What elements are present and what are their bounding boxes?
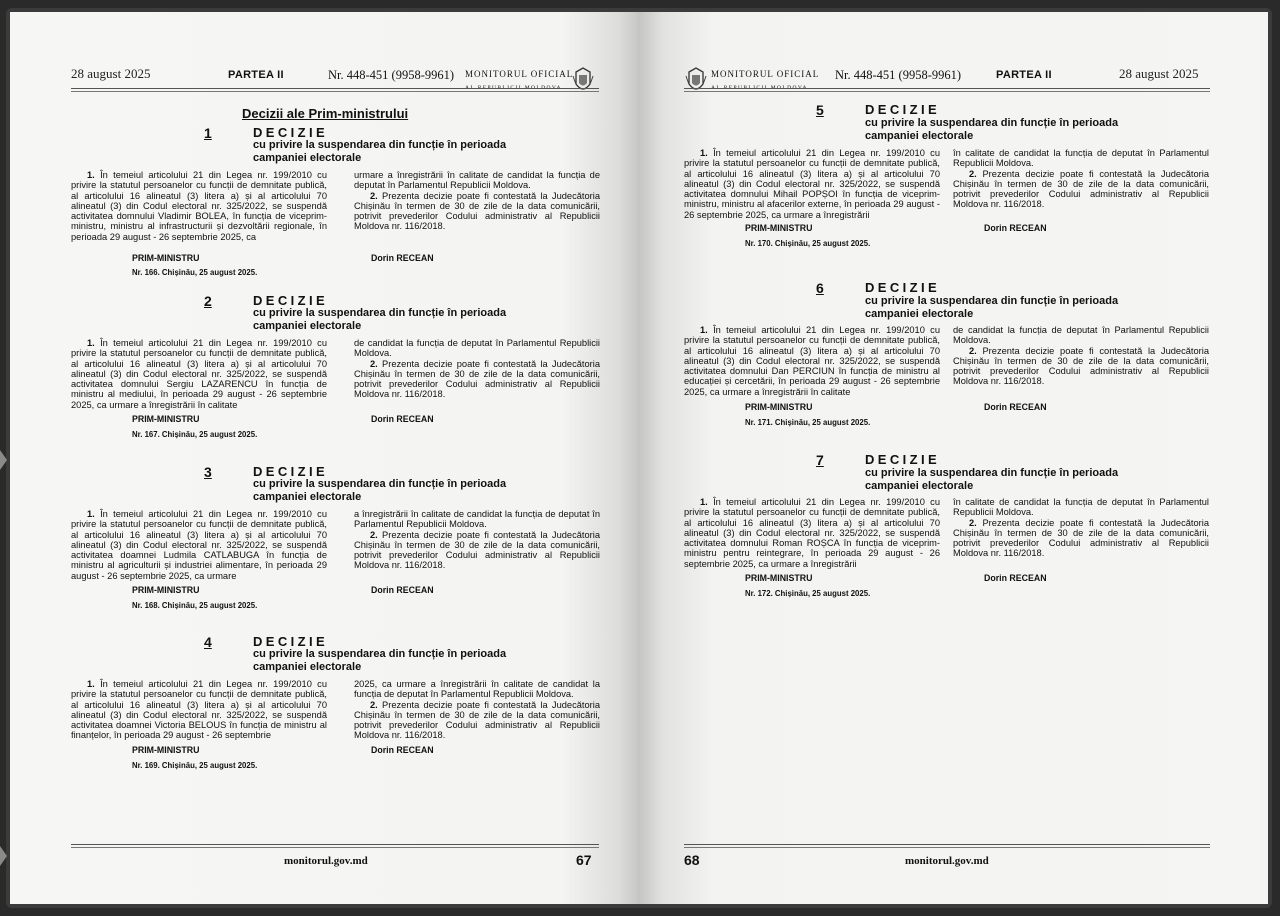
decision-subtitle-line: cu privire la suspendarea din funcție în perioada xyxy=(865,117,1119,129)
footer-rule xyxy=(684,844,1210,845)
signer-role: PRIM-MINISTRU xyxy=(745,223,813,233)
decision-subtitle-line: cu privire la suspendarea din funcție în perioada xyxy=(865,467,1119,479)
signer-role: PRIM-MINISTRU xyxy=(132,253,200,263)
signer-role: PRIM-MINISTRU xyxy=(132,585,200,595)
decision-number: 2 xyxy=(204,293,212,309)
decision-body-column-1 xyxy=(71,338,327,410)
article-text: În temeiul articolului 21 din Legea nr. 199/2010 cu privire la statutul persoanelor cu funcții de demnitate publică, al articolului 16 alineatul (3) litera a) și al articolului 70 alineatul (3) din Codul electoral nr. 325/2022, se suspendă activitatea domnului Dan PERCIUN în funcția de ministru al educației și cercetării, în perioada 29 august - 26 septembrie 2025, ca urmare a înregistrării în calitate xyxy=(684,325,940,397)
decision-number: 7 xyxy=(816,452,824,468)
article-text: În temeiul articolului 21 din Legea nr. 199/2010 cu privire la statutul persoanelor cu funcții de demnitate publică, al articolului 16 alineatul (3) litera a) și al articolului 70 alineatul (3) din Codul electoral nr. 325/2022, se suspendă activitatea domnului Vladimir BOLEA, în funcția de viceprim-ministru, ministru al infrastructurii și dezvoltării regionale, în perioada 29 august - 26 septembrie 2025, ca xyxy=(71,170,327,242)
decision-reference: Nr. 166. Chișinău, 25 august 2025. xyxy=(132,268,258,277)
decision-subtitle-line: cu privire la suspendarea din funcție în perioada xyxy=(253,307,507,319)
article-continuation: în calitate de candidat la funcția de deputat în Parlamentul Republicii Moldova. xyxy=(953,148,1209,169)
header-part: PARTEA II xyxy=(996,69,1052,81)
decision-subtitle xyxy=(253,648,506,673)
signer-name: Dorin RECEAN xyxy=(371,414,434,424)
header-date: 28 august 2025 xyxy=(71,66,151,81)
decision-number: 5 xyxy=(816,102,824,118)
article-number: 2. xyxy=(370,699,378,710)
decision-subtitle xyxy=(865,117,1118,142)
decision-body-column-1 xyxy=(684,325,940,397)
publication-subtitle: AL REPUBLICII MOLDOVA xyxy=(465,85,562,91)
scroll-arrow-icon[interactable] xyxy=(0,846,7,866)
header-issue: Nr. 448-451 (9958-9961) xyxy=(835,68,962,82)
signer-role: PRIM-MINISTRU xyxy=(132,745,200,755)
decision-number: 1 xyxy=(204,125,212,141)
footer-url: monitorul.gov.md xyxy=(284,855,368,867)
article-number: 2. xyxy=(969,345,977,356)
article-text: În temeiul articolului 21 din Legea nr. 199/2010 cu privire la statutul persoanelor cu funcții de demnitate publică, al articolului 16 alineatul (3) litera a) și al articolului 70 alineatul (3) din Codul electoral nr. 325/2022, se suspendă activitatea domnului Mihail POPȘOI în funcția de viceprim-ministru, ministru al afacerilor externe, în perioada 29 august - 26 septembrie 2025, ca urmare a înregistrării xyxy=(684,148,940,220)
decision-subtitle-line: campaniei electorale xyxy=(253,490,362,503)
decision-subtitle xyxy=(253,139,506,164)
right-page xyxy=(638,12,1268,904)
decision-subtitle xyxy=(865,295,1118,320)
decision-title: DECIZIE xyxy=(253,634,329,649)
article-number: 2. xyxy=(969,517,977,528)
signer-name: Dorin RECEAN xyxy=(984,402,1047,412)
article-text: Prezenta decizie poate fi contestată la Judecătoria Chișinău în termen de 30 de zile de la data comunicării, potrivit prevederilor Codului administrativ al Republicii Moldova nr. 116/2018. xyxy=(354,358,600,400)
decision-subtitle-line: campaniei electorale xyxy=(253,660,362,673)
header-rule-secondary xyxy=(684,91,1210,92)
signer-name: Dorin RECEAN xyxy=(371,585,434,595)
article-text: Prezenta decizie poate fi contestată la Judecătoria Chișinău în termen de 30 de zile de la data comunicării, potrivit prevederilor Codului administrativ al Republicii Moldova nr. 116/2018. xyxy=(354,529,600,571)
signer-role: PRIM-MINISTRU xyxy=(745,573,813,583)
decision-reference: Nr. 167. Chișinău, 25 august 2025. xyxy=(132,430,258,439)
article-text: Prezenta decizie poate fi contestată la Judecătoria Chișinău în termen de 30 de zile de la data comunicării, potrivit prevederilor Codului administrativ al Republicii Moldova nr. 116/2018. xyxy=(354,699,600,741)
decision-body-column-1 xyxy=(684,148,940,220)
decision-subtitle xyxy=(865,467,1118,492)
article-number: 2. xyxy=(969,168,977,179)
article-continuation: de candidat la funcția de deputat în Parlamentul Republicii Moldova. xyxy=(354,338,600,359)
article-continuation: 2025, ca urmare a înregistrării în calitate de candidat la funcția de deputat în Parlamentul Republicii Moldova. xyxy=(354,679,600,700)
article-number: 1. xyxy=(700,148,708,158)
decision-subtitle-line: campaniei electorale xyxy=(865,129,974,142)
article-text: Prezenta decizie poate fi contestată la Judecătoria Chișinău în termen de 30 de zile de la data comunicării, potrivit prevederilor Codului administrativ al Republicii Moldova nr. 116/2018. xyxy=(953,517,1209,559)
article-text: În temeiul articolului 21 din Legea nr. 199/2010 cu privire la statutul persoanelor cu funcții de demnitate publică, al articolului 16 alineatul (3) litera a) și al articolului 70 alineatul (3) din Codul electoral nr. 325/2022, se suspendă activitatea doamnei Ludmila CATLABUGA în funcția de ministru al agriculturii și industriei alimentare, în perioada 29 august - 26 septembrie 2025, ca urmare xyxy=(71,509,327,581)
publication-subtitle: AL REPUBLICII MOLDOVA xyxy=(711,85,808,91)
article-number: 1. xyxy=(87,338,95,348)
article-text: Prezenta decizie poate fi contestată la Judecătoria Chișinău în termen de 30 de zile de la data comunicării, potrivit prevederilor Codului administrativ al Republicii Moldova nr. 116/2018. xyxy=(953,345,1209,387)
page-number: 68 xyxy=(684,852,700,868)
decision-title: DECIZIE xyxy=(865,102,941,117)
article-text: Prezenta decizie poate fi contestată la Judecătoria Chișinău în termen de 30 de zile de la data comunicării, potrivit prevederilor Codului administrativ al Republicii Moldova nr. 116/2018. xyxy=(354,190,600,232)
article-continuation: urmare a înregistrării în calitate de candidat la funcția de deputat în Parlamentul Republicii Moldova. xyxy=(354,170,600,191)
decision-body-column-1 xyxy=(71,170,327,242)
decision-number: 6 xyxy=(816,280,824,296)
decision-body-column-2 xyxy=(354,509,600,571)
decision-body-column-2 xyxy=(354,170,600,232)
signer-role: PRIM-MINISTRU xyxy=(745,402,813,412)
header-rule-secondary xyxy=(71,91,599,92)
header-date: 28 august 2025 xyxy=(1119,66,1199,81)
decision-subtitle-line: cu privire la suspendarea din funcție în perioada xyxy=(865,295,1119,307)
signer-name: Dorin RECEAN xyxy=(371,745,434,755)
decision-subtitle-line: cu privire la suspendarea din funcție în perioada xyxy=(253,648,507,660)
article-number: 1. xyxy=(87,509,95,519)
article-number: 1. xyxy=(700,497,708,507)
decision-subtitle xyxy=(253,478,506,503)
decision-title: DECIZIE xyxy=(253,464,329,479)
decision-reference: Nr. 170. Chișinău, 25 august 2025. xyxy=(745,239,871,248)
article-text: În temeiul articolului 21 din Legea nr. 199/2010 cu privire la statutul persoanelor cu funcții de demnitate publică, al articolului 16 alineatul (3) litera a) și al articolului 70 alineatul (3) din Codul electoral nr. 325/2022, se suspendă activitatea domnului Sergiu LAZARENCU în funcția de ministru al mediului, în perioada 29 august - 26 septembrie 2025, ca urmare a înregistrării în calitate xyxy=(71,338,327,410)
publication-title: MONITORUL OFICIAL xyxy=(465,69,574,79)
decision-reference: Nr. 169. Chișinău, 25 august 2025. xyxy=(132,761,258,770)
decision-subtitle-line: campaniei electorale xyxy=(253,151,362,164)
header-rule xyxy=(684,88,1210,89)
footer-url: monitorul.gov.md xyxy=(905,855,989,867)
footer-rule xyxy=(71,844,599,845)
article-number: 2. xyxy=(370,190,378,201)
article-continuation: de candidat la funcția de deputat în Parlamentul Republicii Moldova. xyxy=(953,325,1209,346)
previous-page-arrow-icon[interactable] xyxy=(0,450,7,470)
decision-body-column-1 xyxy=(684,497,940,569)
left-page xyxy=(10,12,638,904)
article-text: În temeiul articolului 21 din Legea nr. 199/2010 cu privire la statutul persoanelor cu funcții de demnitate publică, al articolului 16 alineatul (3) litera a) și al articolului 70 alineatul (3) din Codul electoral nr. 325/2022, se suspendă activitatea doamnei Victoria BELOUS în funcția de ministru al finanțelor, în perioada 29 august - 26 septembrie xyxy=(71,679,327,741)
article-continuation: în calitate de candidat la funcția de deputat în Parlamentul Republicii Moldova. xyxy=(953,497,1209,518)
decision-subtitle-line: campaniei electorale xyxy=(865,479,974,492)
footer-rule-secondary xyxy=(71,847,599,848)
decision-body-column-2 xyxy=(953,497,1209,559)
decision-subtitle xyxy=(253,307,506,332)
decision-reference: Nr. 171. Chișinău, 25 august 2025. xyxy=(745,418,871,427)
article-number: 2. xyxy=(370,529,378,540)
section-title: Decizii ale Prim-ministrului xyxy=(242,106,409,121)
article-number: 1. xyxy=(87,170,95,180)
decision-reference: Nr. 172. Chișinău, 25 august 2025. xyxy=(745,589,871,598)
header-part: PARTEA II xyxy=(228,69,284,81)
publication-name xyxy=(465,69,573,93)
decision-number: 3 xyxy=(204,464,212,480)
signer-role: PRIM-MINISTRU xyxy=(132,414,200,424)
article-continuation: a înregistrării în calitate de candidat la funcția de deputat în Parlamentul Republicii Moldova. xyxy=(354,509,600,530)
decision-subtitle-line: campaniei electorale xyxy=(253,319,362,332)
decision-subtitle-line: campaniei electorale xyxy=(865,307,974,320)
decision-body-column-2 xyxy=(354,679,600,741)
decision-title: DECIZIE xyxy=(865,452,941,467)
footer-rule-secondary xyxy=(684,847,1210,848)
decision-number: 4 xyxy=(204,634,212,650)
article-number: 1. xyxy=(700,325,708,335)
header-issue: Nr. 448-451 (9958-9961) xyxy=(328,68,455,82)
decision-subtitle-line: cu privire la suspendarea din funcție în perioada xyxy=(253,478,507,490)
decision-title: DECIZIE xyxy=(865,280,941,295)
article-text: Prezenta decizie poate fi contestată la Judecătoria Chișinău în termen de 30 de zile de la data comunicării, potrivit prevederilor Codului administrativ al Republicii Moldova nr. 116/2018. xyxy=(953,168,1209,210)
header-rule xyxy=(71,88,599,89)
publication-name xyxy=(711,69,819,93)
decision-title: DECIZIE xyxy=(253,125,329,140)
decision-body-column-2 xyxy=(953,325,1209,387)
decision-body-column-1 xyxy=(71,509,327,581)
article-text: În temeiul articolului 21 din Legea nr. 199/2010 cu privire la statutul persoanelor cu funcții de demnitate publică, al articolului 16 alineatul (3) litera a) și al articolului 70 alineatul (3) din Codul electoral nr. 325/2022, se suspendă activitatea domnului Roman ROȘCA în funcția de viceprim-ministru pentru reintegrare, în perioada 29 august - 26 septembrie 2025, ca urmare a înregistrării xyxy=(684,497,940,569)
decision-body-column-2 xyxy=(354,338,600,400)
decision-reference: Nr. 168. Chișinău, 25 august 2025. xyxy=(132,601,258,610)
article-number: 2. xyxy=(370,358,378,369)
decision-body-column-2 xyxy=(953,148,1209,210)
decision-title: DECIZIE xyxy=(253,293,329,308)
article-number: 1. xyxy=(87,679,95,689)
decision-body-column-1 xyxy=(71,679,327,741)
signer-name: Dorin RECEAN xyxy=(984,223,1047,233)
decision-subtitle-line: cu privire la suspendarea din funcție în perioada xyxy=(253,139,507,151)
publication-title: MONITORUL OFICIAL xyxy=(711,69,820,79)
signer-name: Dorin RECEAN xyxy=(371,253,434,263)
signer-name: Dorin RECEAN xyxy=(984,573,1047,583)
page-number: 67 xyxy=(576,852,592,868)
